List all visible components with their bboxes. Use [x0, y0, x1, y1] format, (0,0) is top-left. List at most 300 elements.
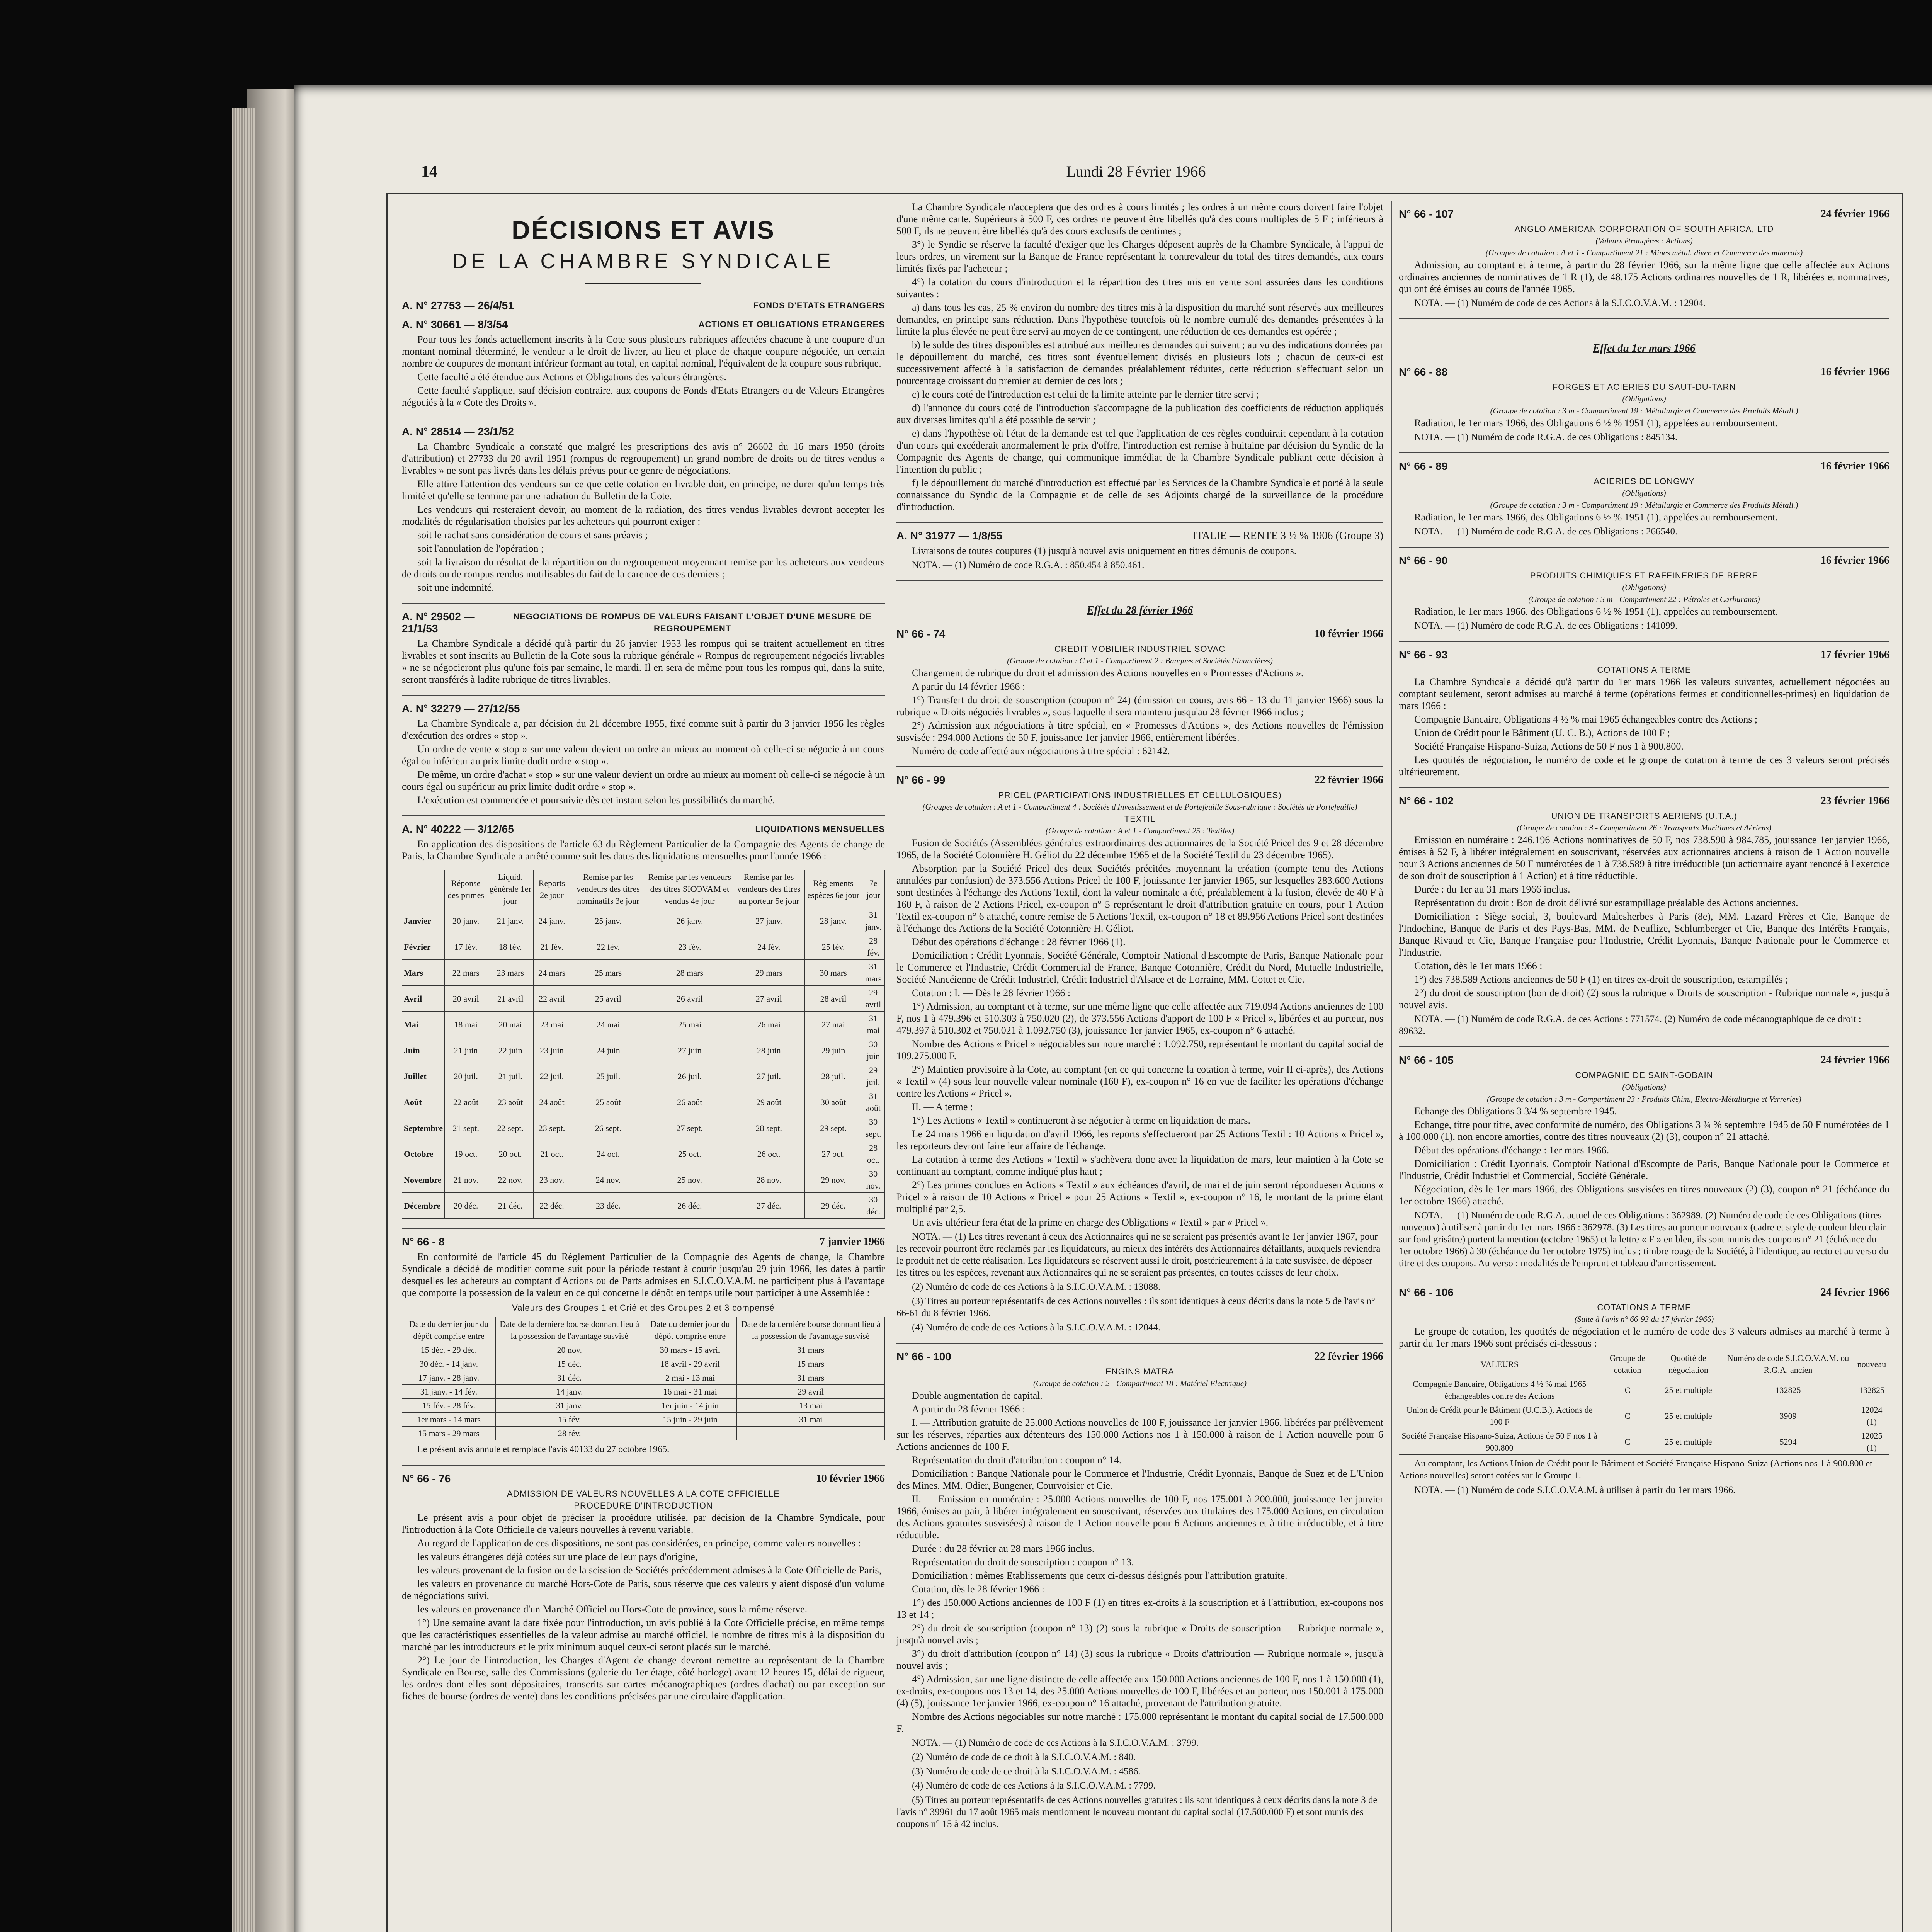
table-row: [402, 1385, 885, 1399]
table-cell: 31 août: [862, 1089, 885, 1115]
paragraph: Domiciliation : Crédit Lyonnais, Comptoir National d'Escompte de Paris, Banque Nationale pour le Commerce et l'Industrie, Crédit Industriel et Commercial, Société Générale.: [1399, 1158, 1889, 1181]
table-cell: 18 avril - 29 avril: [643, 1357, 737, 1371]
notice-title: ADMISSION DE VALEURS NOUVELLES A LA COTE OFFICIELLE: [507, 1489, 780, 1498]
table-cell: 31 mars: [862, 960, 885, 986]
notice-title: PRODUITS CHIMIQUES ET RAFFINERIES DE BERRE: [1530, 571, 1759, 580]
paragraph: Double augmentation de capital.: [912, 1390, 1043, 1401]
table-cell: 22 déc.: [534, 1193, 570, 1219]
notice-66-88: [1399, 366, 1889, 443]
table-cell: 24 nov.: [570, 1167, 646, 1193]
notice-header: [896, 774, 1383, 786]
notice-separator: [1399, 452, 1889, 453]
table-cell: 17 fév.: [445, 934, 487, 960]
table-cell: 26 août: [646, 1089, 733, 1115]
table-cell: Octobre: [402, 1141, 445, 1167]
paragraph: Durée : du 1er au 31 mars 1966 inclus.: [1414, 884, 1570, 895]
table-row: [402, 1413, 885, 1427]
notice: [402, 823, 885, 862]
notice-title: COMPAGNIE DE SAINT-GOBAIN: [1575, 1070, 1713, 1080]
notice-nota: NOTA. — (1) Numéro de code R.G.A. : 850.454 à 850.461.: [912, 560, 1145, 570]
paragraph: les valeurs provenant de la fusion ou de la scission de Sociétés précédemment admises à la Cote Officielle de Paris,: [417, 1565, 881, 1576]
notice-header: [402, 611, 885, 634]
table-cell: 30 nov.: [862, 1167, 885, 1193]
table-cell: 22 sept.: [487, 1115, 534, 1141]
table-cell: Mai: [402, 1012, 445, 1037]
table-cell: 15 déc. - 29 déc.: [402, 1343, 496, 1357]
paragraph: c) le cours coté de l'introduction est celui de la limite atteinte par le dernier titre servi ;: [912, 389, 1259, 400]
notice-ref: N° 66 - 102: [1399, 795, 1454, 807]
notice-body: [1399, 417, 1889, 429]
table-cell: 21 avril: [487, 986, 534, 1012]
notice-66-90: [1399, 554, 1889, 632]
table-cell: 25 avril: [570, 986, 646, 1012]
table-cell: 30 août: [804, 1089, 862, 1115]
paragraph: Nombre des Actions « Pricel » négociables sur notre marché : 1.092.750, représentant le montant du capital social de 109.275.000 F.: [896, 1038, 1383, 1061]
book-binding-left: [247, 89, 301, 1932]
paragraph: Durée : du 28 février au 28 mars 1966 inclus.: [912, 1543, 1095, 1554]
notice-66-8: [402, 1236, 885, 1456]
table-cell: 25 et multiple: [1655, 1403, 1722, 1429]
table-cell: 31 mars: [737, 1371, 885, 1385]
table-cell: 23 mai: [534, 1012, 570, 1037]
notice-body: [402, 1512, 885, 1702]
notice-date: 24 février 1966: [1820, 208, 1889, 220]
table-cell: 28 juil.: [804, 1063, 862, 1089]
paragraph: Livraisons de toutes coupures (1) jusqu'à nouvel avis uniquement en titres démunis de coupons.: [912, 545, 1297, 556]
notice-ref: A. N° 40222 — 3/12/65: [402, 823, 514, 835]
table-row: [402, 1427, 885, 1440]
table-cell: 20 oct.: [487, 1141, 534, 1167]
table-cell: 3909: [1722, 1403, 1854, 1429]
table-cell: 24 mai: [570, 1012, 646, 1037]
notice-body: [1399, 834, 1889, 1011]
paragraph: les valeurs en provenance d'un Marché Officiel ou Hors-Cote de province, sous la même réserve.: [417, 1604, 808, 1615]
introduction-continued: [896, 201, 1383, 513]
table-cell: 25 et multiple: [1655, 1377, 1722, 1403]
notice-header: [402, 425, 885, 437]
notice-date: 23 février 1966: [1820, 795, 1889, 807]
notice-66-105: [1399, 1054, 1889, 1269]
notice-date: 10 février 1966: [1314, 628, 1383, 640]
paragraph: a) dans tous les cas, 25 % environ du nombre des titres mis à la disposition du marché sont réservés aux meilleures demandes, en principe sans réduction. Dans l'hypothèse toutefois où le nombre cumulé des demandes présentées à la limite la plus élevée ne peut être servi au moyen de ce contingent, une réduction de ces demandes est opérée ;: [896, 302, 1383, 337]
notice-title: UNION DE TRANSPORTS AERIENS (U.T.A.): [1551, 811, 1737, 821]
notice-separator: [402, 695, 885, 696]
paragraph: Début des opérations d'échange : 1er mars 1966.: [1414, 1145, 1609, 1156]
table-cell: 30 déc. - 14 janv.: [402, 1357, 496, 1371]
notice-subtitle: (Groupe de cotation : 3 - Compartiment 26 : Transports Maritimes et Aériens): [1517, 823, 1772, 832]
table-header: Numéro de code S.I.C.O.V.A.M. ou R.G.A. ancien: [1722, 1351, 1854, 1377]
table-cell: 24 oct.: [570, 1141, 646, 1167]
notice-header: [402, 823, 885, 835]
table-cell: 23 juin: [534, 1037, 570, 1063]
table-cell: 24 mars: [534, 960, 570, 986]
table-cell: 18 mai: [445, 1012, 487, 1037]
table-header: Remise par les vendeurs des titres au porteur 5e jour: [733, 870, 804, 908]
paragraph: Echange, titre pour titre, avec conformité de numéro, des Obligations 3 ¾ % septembre 1945 de 50 F numérotées de 1 à 100.000 (1), non encore amorties, contre des titres nouveaux (2) (3), coupon n° 21 attaché.: [1399, 1119, 1889, 1142]
table-cell: 26 avril: [646, 986, 733, 1012]
notice-title: ENGINS MATRA: [1105, 1367, 1174, 1376]
notice-nota: NOTA. — (1) Numéro de code R.G.A. de ces Obligations : 266540.: [1414, 526, 1678, 537]
table-cell: 12024 (1): [1854, 1403, 1889, 1429]
notice-ref: A. N° 27753 — 26/4/51: [402, 299, 514, 311]
table-cell: 5294: [1722, 1429, 1854, 1455]
table-cell: 26 déc.: [646, 1193, 733, 1219]
table-cell: 28 sept.: [733, 1115, 804, 1141]
table-cell: 23 sept.: [534, 1115, 570, 1141]
paragraph: 1°) des 738.589 Actions anciennes de 50 F (1) en titres ex-droit de souscription, estampillés ;: [1414, 974, 1788, 985]
paragraph: A partir du 28 février 1966 :: [912, 1403, 1026, 1415]
notice-header: [1399, 366, 1889, 378]
paragraph: Société Française Hispano-Suiza, Actions de 50 F nos 1 à 900.800.: [1414, 741, 1684, 752]
notice-nota: (4) Numéro de code de ces Actions à la S.I.C.O.V.A.M. : 12044.: [912, 1322, 1161, 1333]
paragraph: Cette faculté s'applique, sauf décision contraire, aux coupons de Fonds d'Etats Etrangers ou de Valeurs Etrangères négociés à la « Cote des Droits ».: [402, 385, 885, 408]
table-cell: 31 mars: [737, 1343, 885, 1357]
table-cell: Novembre: [402, 1167, 445, 1193]
notice-separator: [896, 580, 1383, 581]
table-header: 7e jour: [862, 870, 885, 908]
paragraph: Cotation, dès le 1er mars 1966 :: [1414, 960, 1543, 971]
table-cell: Mars: [402, 960, 445, 986]
title-rule: [585, 283, 701, 284]
notice-date: 17 février 1966: [1820, 649, 1889, 661]
table-row: [402, 1012, 885, 1037]
table-header: Remise par les vendeurs des titres SICOVAM et vendus 4e jour: [646, 870, 733, 908]
notice-date: 24 février 1966: [1820, 1286, 1889, 1298]
notice-ref: N° 66 - 8: [402, 1236, 445, 1248]
table-cell: 29 août: [733, 1089, 804, 1115]
notice-subtitle-2: (Groupe de cotation : A et 1 - Compartiment 25 : Textiles): [1045, 826, 1235, 835]
table-cell: 28 oct.: [862, 1141, 885, 1167]
table-cell: 16 mai - 31 mai: [643, 1385, 737, 1399]
table-cell: 29 avril: [862, 986, 885, 1012]
notice-subtitle-2: (Groupe de cotation : 3 m - Compartiment 23 : Produits Chim., Electro-Métallurgie et Verreries): [1487, 1094, 1801, 1104]
table-cell: 12025 (1): [1854, 1429, 1889, 1455]
paragraph: Au regard de l'application de ces dispositions, ne sont pas considérées, en principe, comme valeurs nouvelles :: [417, 1537, 861, 1549]
table-cell: Décembre: [402, 1193, 445, 1219]
table-cell: Juin: [402, 1037, 445, 1063]
table-row: [402, 1167, 885, 1193]
notice-title: ACIERIES DE LONGWY: [1594, 476, 1695, 486]
notice-header: [402, 299, 885, 311]
paragraph: d) l'annonce du cours coté de l'introduction s'accompagne de la publication des coefficients de réduction appliqués aux diverses limites qu'il a été possible de servir ;: [896, 402, 1383, 425]
table-cell: 1er mars - 14 mars: [402, 1413, 496, 1427]
assemblee-table: [402, 1317, 885, 1440]
notice-nota: (3) Numéro de code de ce droit à la S.I.C.O.V.A.M. : 4586.: [912, 1766, 1141, 1777]
table-cell: 22 avril: [534, 986, 570, 1012]
table-cell: 25 nov.: [646, 1167, 733, 1193]
notice-separator: [1399, 318, 1889, 319]
notice-ref: N° 66 - 89: [1399, 460, 1448, 472]
notice-separator: [896, 522, 1383, 523]
table-cell: 25 juil.: [570, 1063, 646, 1089]
notice-body: [896, 1389, 1383, 1735]
book-page-edges: [232, 108, 255, 1932]
table-cell: 15 fév. - 28 fév.: [402, 1399, 496, 1413]
paragraph: I. — Attribution gratuite de 25.000 Actions nouvelles de 100 F, jouissance 1er janvier 1966, libérées par prélèvement sur les réserves, réparties aux détenteurs des 150.000 Actions nos 1 à 150.000 à raison de 1 Action nouvelle pour 6 Actions anciennes de 100 F.: [896, 1417, 1383, 1452]
table-row: [1399, 1403, 1889, 1429]
paragraph: La Chambre Syndicale a constaté que malgré les prescriptions des avis n° 26602 du 16 mars 1950 (droits d'attribution) et 27733 du 20 avril 1951 (rompus de regroupement) un grand nombre de droits ou de titres vendus « livrables » ne sont pas livrés dans les délais prévus pour ce genre de négociations.: [402, 441, 885, 476]
paragraph: 1°) Une semaine avant la date fixée pour l'introduction, un avis publié à la Cote Officielle précise, en même temps que les caractéristiques essentielles de la valeur admise au marché officiel, le nombre de titres mis à la disposition du marché par les introducteurs et le prix minimum auquel ceux-ci seront placés sur le marché.: [402, 1617, 885, 1652]
table-cell: [737, 1427, 885, 1440]
table-cell: Compagnie Bancaire, Obligations 4 ½ % mai 1965 échangeables contre des Actions: [1399, 1377, 1600, 1403]
notice-body: [1399, 259, 1889, 295]
table-cell: 26 juil.: [646, 1063, 733, 1089]
column-1: [402, 201, 885, 1932]
newspaper-page: [294, 85, 1932, 1932]
paragraph: II. — A terme :: [912, 1101, 973, 1112]
notice-subtitle: (Valeurs étrangères : Actions): [1595, 236, 1693, 245]
table-row: [402, 1063, 885, 1089]
table-cell: 25 mai: [646, 1012, 733, 1037]
notice-nota: NOTA. — (1) Numéro de code de ces Actions à la S.I.C.O.V.A.M. : 12904.: [1414, 298, 1706, 308]
table-cell: 31 mai: [862, 1012, 885, 1037]
notice-header: [1399, 1054, 1889, 1066]
notice-subtitle: (Obligations): [1622, 488, 1666, 498]
table-cell: 27 avril: [733, 986, 804, 1012]
table-cell: 21 oct.: [534, 1141, 570, 1167]
notice-body: [896, 837, 1383, 1228]
table-cell: 22 mars: [445, 960, 487, 986]
notice-separator: [1399, 641, 1889, 642]
notice-nota: NOTA. — (1) Numéro de code de ces Actions à la S.I.C.O.V.A.M. : 3799.: [912, 1738, 1199, 1748]
table-cell: 28 fév.: [495, 1427, 643, 1440]
notice-title: COTATIONS A TERME: [1597, 665, 1691, 675]
table-cell: 20 déc.: [445, 1193, 487, 1219]
notice-subtitle: (Obligations): [1622, 583, 1666, 592]
notice-body: [1399, 1105, 1889, 1207]
paragraph: L'exécution est commencée et poursuivie dès cet instant selon les possibilités du marché.: [417, 794, 775, 806]
notice-title-2: TEXTIL: [1124, 814, 1156, 824]
effet-heading: Effet du 1er mars 1966: [1593, 342, 1696, 354]
notice-ref: A. N° 32279 — 27/12/55: [402, 702, 520, 714]
table-row: [402, 986, 885, 1012]
table-cell: 20 juil.: [445, 1063, 487, 1089]
table-cell: C: [1600, 1403, 1655, 1429]
table-cell: 29 déc.: [804, 1193, 862, 1219]
table-header: Date de la dernière bourse donnant lieu à la possession de l'avantage susvisé: [495, 1317, 643, 1343]
table-cell: 30 sept.: [862, 1115, 885, 1141]
table-cell: 22 nov.: [487, 1167, 534, 1193]
table-cell: 28 juin: [733, 1037, 804, 1063]
paragraph: Fusion de Sociétés (Assemblées générales extraordinaires des actionnaires de la Société Pricel des 9 et 28 décembre 1965, de la Société Cotonnière H. Géliot du 22 décembre 1965 et de la Société Textil du 23 décembre 1965).: [896, 837, 1383, 861]
notice-subtitle: (Suite à l'avis n° 66-93 du 17 février 1966): [1574, 1315, 1714, 1324]
notice-header: [1399, 649, 1889, 661]
paragraph: Un ordre de vente « stop » sur une valeur devient un ordre au mieux au moment où celle-ci se négocie à un cours égal ou inférieur au prix limite dudit ordre « stop ».: [402, 743, 885, 767]
table-cell: 1er juin - 14 juin: [643, 1399, 737, 1413]
table-cell: 27 mai: [804, 1012, 862, 1037]
paragraph: 4°) Admission, sur une ligne distincte de celle affectée aux 150.000 Actions anciennes de 100 F, nos 1 à 150.000 (1), ex-droits, ex-coupons nos 13 et 14, des 25.000 Actions nouvelles de 100 F, libérées et au porteur, nos 150.001 à 175.000 (4) (5), jouissance 1er janvier 1966, ex-coupon n° 16 attaché, provenant de l'attribution gratuite.: [896, 1673, 1383, 1709]
paragraph: La Chambre Syndicale n'acceptera que des ordres à cours limités ; les ordres à un même cours doivent faire l'objet d'une même carte. Supérieurs à 500 F, ces ordres ne peuvent être libellés qu'à des cours multiples de 5 F ; inférieurs à 500 F, ils ne peuvent être libellés qu'à des cours exclusifs de centimes ;: [896, 201, 1383, 236]
table-cell: 18 fév.: [487, 934, 534, 960]
paragraph: Les quotités de négociation, le numéro de code et le groupe de cotation à terme de ces 3 valeurs seront précisés ultérieurement.: [1399, 754, 1889, 777]
table-cell: 21 fév.: [534, 934, 570, 960]
paragraph: Domiciliation : mêmes Etablissements que ceux ci-dessus désignés pour l'attribution gratuite.: [912, 1570, 1287, 1581]
table-cell: 15 juin - 29 juin: [643, 1413, 737, 1427]
notice-separator: [896, 766, 1383, 767]
notice-separator: [402, 1228, 885, 1229]
paragraph: Absorption par la Société Pricel des deux Sociétés précitées moyennant la création (compte tenu des Actions annulées par confusion) de 373.556 Actions Pricel de 100 F, jouissance 1er janvier 1965, sur lesquelles 283.600 Actions sont destinées à l'échange des Actions Textil, dont la valeur nominale a été, préalablement à la fusion, élevée de 40 F à 160 F, à raison de 2 Actions Pricel, ex-coupon n° 5 représentant le droit d'attribution gratuite en cours, pour 1 Action Textil ex-coupon n° 6 attaché, contre remise de 5 Actions Textil, ex-coupon n° 18 et 89.956 Actions Pricel sont destinées à l'échange des Actions de la Société Cotonnière H. Géliot.: [896, 863, 1383, 934]
paragraph: b) le solde des titres disponibles est attribué aux meilleures demandes qui suivent ; au vu des indications données par le dépouillement du marché, ces titres sont éventuellement divisés en plusieurs lots ; chacun de ceux-ci est successivement affecté à la satisfaction de demandes préalablement réduites, cette réduction s'effectuant selon un pourcentage croissant du premier au dernier de ces lots ;: [896, 339, 1383, 386]
liquidations-table: [402, 870, 885, 1219]
notice-date: 22 février 1966: [1314, 1350, 1383, 1362]
page-number: 14: [421, 163, 437, 180]
paragraph: 1°) Transfert du droit de souscription (coupon n° 24) (émission en cours, avis 66 - 13 du 11 janvier 1966) sous la rubrique « Droits négociés livrables », sous laquelle il sera maintenu jusqu'au 28 février 1966 inclus ;: [896, 694, 1383, 718]
paragraph: Domiciliation : Crédit Lyonnais, Société Générale, Comptoir National d'Escompte de Paris, Banque Nationale pour le Commerce et l'Industrie, Crédit Commercial de France, Banque Cotonnière, Crédit du Nord, Mutuelle Industrielle, Société Nancéienne de Crédit Industriel, Crédit Industriel d'Alsace et de Lorraine, MM. Cottet et Cie.: [896, 950, 1383, 985]
table-row: [402, 1115, 885, 1141]
notice-body: [402, 838, 885, 862]
paragraph: Un avis ultérieur fera état de la prime en charge des Obligations « Textil » par « Pricel ».: [912, 1217, 1269, 1228]
table-cell: C: [1600, 1429, 1655, 1455]
notice-date: 16 février 1966: [1820, 460, 1889, 472]
notice-subtitle: ACTIONS ET OBLIGATIONS ETRANGERES: [698, 320, 885, 329]
notice-date: 16 février 1966: [1820, 366, 1889, 378]
notice-66-99: [896, 774, 1383, 1333]
notice-nota: NOTA. — (1) Numéro de code R.G.A. de ces Obligations : 141099.: [1414, 621, 1678, 631]
notice-separator: [402, 603, 885, 604]
notice-title: ANGLO AMERICAN CORPORATION OF SOUTH AFRICA, LTD: [1514, 224, 1774, 234]
notice-title: FORGES ET ACIERIES DU SAUT-DU-TARN: [1552, 382, 1736, 392]
table-cell: 22 août: [445, 1089, 487, 1115]
table-cell: 30 déc.: [862, 1193, 885, 1219]
paragraph: Domiciliation : Siège social, 3, boulevard Malesherbes à Paris (8e), MM. Lazard Frères et Cie, Banque de l'Indochine, Banque de Paris et des Pays-Bas, MM. de Neuflize, Schlumberger et Cie, Banque des Intérêts Français, Banque Rivaud et Cie, Banque Française pour l'Industrie, Crédit Lyonnais, Banque Nationale pour le Commerce et l'Industrie.: [1399, 911, 1889, 958]
paragraph: les valeurs en provenance du marché Hors-Cote de Paris, sous réserve que ces valeurs y aient disposé d'un volume de négociations suivi,: [402, 1578, 885, 1601]
table-cell: 14 janv.: [495, 1385, 643, 1399]
table-cell: 20 nov.: [495, 1343, 643, 1357]
table-cell: Janvier: [402, 908, 445, 934]
paragraph: soit la livraison du résultat de la répartition ou du regroupement moyennant remise par les acheteurs aux vendeurs de droits ou de rompus rendus inutilisables du fait de la carence de ces derniers ;: [402, 556, 885, 580]
notice-header: [1399, 208, 1889, 220]
table-cell: 27 sept.: [646, 1115, 733, 1141]
paragraph: soit l'annulation de l'opération ;: [417, 543, 544, 554]
paragraph: Union de Crédit pour le Bâtiment (U. C. B.), Actions de 100 F ;: [1414, 727, 1670, 738]
table-cell: 28 avril: [804, 986, 862, 1012]
table-header: Réponse des primes: [445, 870, 487, 908]
paragraph: les valeurs étrangères déjà cotées sur une place de leur pays d'origine,: [417, 1551, 698, 1562]
notice-nota: NOTA. — (1) Numéro de code S.I.C.O.V.A.M. à utiliser à partir du 1er mars 1966.: [1414, 1485, 1736, 1495]
table-header: Liquid. générale 1er jour: [487, 870, 534, 908]
table-cell: Février: [402, 934, 445, 960]
paragraph: f) le dépouillement du marché d'introduction est effectué par les Services de la Chambre Syndicale et porté à la seule connaissance du Syndic de la Compagnie et de celle de ses Adjoints chargé de la surveillance de la procédure d'introduction.: [896, 477, 1383, 512]
main-title: DÉCISIONS ET AVIS: [512, 216, 775, 244]
table-cell: 20 avril: [445, 986, 487, 1012]
paragraph: 2°) Les primes conclues en Actions « Textil » aux échéances d'avril, de mai et de juin seront réponduesen Actions « Pricel » à raison de 10 Actions « Pricel » pour 25 Actions « Textil », ex-coupon n° 16, le montant de la prime étant multiplié par 2,5.: [896, 1179, 1383, 1214]
notice-subtitle-2: (Groupes de cotation : A et 1 - Compartiment 21 : Mines métal. diver. et Commerce des minerais): [1485, 248, 1803, 257]
table-cell: 26 oct.: [733, 1141, 804, 1167]
table-row: [402, 908, 885, 934]
table-cell: 24 juin: [570, 1037, 646, 1063]
notice-body: [1399, 511, 1889, 523]
paragraph: 1°) Les Actions « Textil » continueront à se négocier à terme en liquidation de mars.: [912, 1115, 1250, 1126]
table-cell: 23 déc.: [570, 1193, 646, 1219]
paragraph: Echange des Obligations 3 3/4 % septembre 1945.: [1414, 1105, 1617, 1117]
notice-subtitle: (Groupes de cotation : A et 1 - Compartiment 4 : Sociétés d'Investissement et de Portefeuille Sous-rubrique : Sociétés de Portefeuille): [922, 802, 1357, 811]
table-cell: Septembre: [402, 1115, 445, 1141]
notice: [402, 425, 885, 594]
column-2: [896, 201, 1383, 1932]
notice-nota: NOTA. — (1) Numéro de code R.G.A. de ces Actions : 771574. (2) Numéro de code mécanographique de ce droit : 89632.: [1399, 1014, 1861, 1036]
table-cell: 21 juil.: [487, 1063, 534, 1089]
notice-66-93: [1399, 649, 1889, 778]
paragraph: Radiation, le 1er mars 1966, des Obligations 6 ½ % 1951 (1), appelées au remboursement.: [1414, 512, 1778, 523]
notice-body: [402, 1251, 885, 1299]
paragraph: Elle attire l'attention des vendeurs sur ce que cette cotation en livrable doit, en principe, ne durer qu'un temps très limité et qu'elle se termine par une radiation du Bulletin de la Cote.: [402, 478, 885, 502]
table-cell: 30 mars: [804, 960, 862, 986]
table-header: Remise par les vendeurs des titres nominatifs 3e jour: [570, 870, 646, 908]
table-cell: 27 juil.: [733, 1063, 804, 1089]
notice-title: CREDIT MOBILIER INDUSTRIEL SOVAC: [1054, 644, 1226, 654]
table-cell: 23 août: [487, 1089, 534, 1115]
table-cell: 15 mars - 29 mars: [402, 1427, 496, 1440]
paragraph: Pour tous les fonds actuellement inscrits à la Cote sous plusieurs rubriques affectées chacune à une coupure d'un montant nominal déterminé, le vendeur a le droit de livrer, au lieu et place de chaque coupure négociée, un certain nombre de coupures de montant inférieur formant au total, en capital nominal, l'équivalent de la coupure sous rubrique.: [402, 334, 885, 369]
paragraph: Domiciliation : Banque Nationale pour le Commerce et l'Industrie, Crédit Lyonnais, Banque de Suez et de L'Union des Mines, MM. Odier, Bungener, Courvoisier et Cie.: [896, 1468, 1383, 1491]
table-row: [402, 1357, 885, 1371]
table-cell: 25 fév.: [804, 934, 862, 960]
notice-body: [402, 638, 885, 685]
notice-nota: NOTA. — (1) Numéro de code R.G.A. de ces Obligations : 845134.: [1414, 432, 1678, 442]
notice-header: [896, 1350, 1383, 1362]
notice-separator: [1399, 787, 1889, 788]
table-cell: 27 déc.: [733, 1193, 804, 1219]
table-row: [402, 1037, 885, 1063]
notice-title: NEGOCIATIONS DE ROMPUS DE VALEURS FAISANT L'OBJET D'UNE MESURE DE REGROUPEMENT: [513, 612, 872, 633]
table-header: Date de la dernière bourse donnant lieu à la possession de l'avantage susvisé: [737, 1317, 885, 1343]
notice-body: [1399, 605, 1889, 617]
paragraph: Cotation, dès le 28 février 1966 :: [912, 1583, 1044, 1595]
notice-date: 7 janvier 1966: [819, 1236, 885, 1248]
table-cell: 19 oct.: [445, 1141, 487, 1167]
table-cell: 31 mai: [737, 1413, 885, 1427]
table-cell: 15 fév.: [495, 1413, 643, 1427]
table-cell: 22 juil.: [534, 1063, 570, 1089]
notice-ref: N° 66 - 100: [896, 1350, 951, 1362]
table-header: nouveau: [1854, 1351, 1889, 1377]
table-cell: 24 août: [534, 1089, 570, 1115]
notice-ref-2: A. N° 30661 — 8/3/54: [402, 318, 508, 330]
paragraph: La Chambre Syndicale a décidé qu'à partir du 26 janvier 1953 les rompus qui se traitent actuellement en titres livrables et sont inscrits au Bulletin de la Cote sous la rubrique générale « Rompus de regroupement négociés livrables » ne se négocieront plus qu'une fois par semaine, le mardi. Il en sera de même pour tous les rompus qui, dans la suite, seront transférés à ladite rubrique de titres livrables.: [402, 638, 885, 685]
table-cell: 25 août: [570, 1089, 646, 1115]
column-divider: [1391, 201, 1392, 1932]
notice-ref: N° 66 - 74: [896, 628, 946, 640]
cotations-table: [1399, 1351, 1889, 1455]
table-cell: 132825: [1722, 1377, 1854, 1403]
paragraph: Représentation du droit : Bon de droit délivré sur estampillage préalable des Actions anciennes.: [1414, 897, 1798, 908]
table-cell: 29 nov.: [804, 1167, 862, 1193]
paragraph: Le 24 mars 1966 en liquidation d'avril 1966, les reports s'effectueront par 25 Actions Textil : 10 Actions « Pricel », les reporteurs devront faire leur affaire de l'échange.: [896, 1128, 1383, 1151]
table-cell: [643, 1427, 737, 1440]
table-cell: 20 janv.: [445, 908, 487, 934]
table-cell: 30 juin: [862, 1037, 885, 1063]
table-cell: 27 janv.: [733, 908, 804, 934]
notice-body: [402, 718, 885, 806]
notice-date: 24 février 1966: [1820, 1054, 1889, 1066]
table-cell: Juillet: [402, 1063, 445, 1089]
table-cell: 29 mars: [733, 960, 804, 986]
table-cell: 30 mars - 15 avril: [643, 1343, 737, 1357]
notice-body: [402, 333, 885, 408]
table-cell: 26 mai: [733, 1012, 804, 1037]
notice-body: [896, 667, 1383, 757]
notice-ref: A. N° 28514 — 23/1/52: [402, 425, 514, 437]
table-row: [402, 960, 885, 986]
paragraph: A partir du 14 février 1966 :: [912, 681, 1026, 692]
notice-body: [1399, 1325, 1889, 1349]
notice-title: COTATIONS A TERME: [1597, 1303, 1691, 1312]
table-cell: 21 nov.: [445, 1167, 487, 1193]
notice-66-107: [1399, 208, 1889, 309]
paragraph: Cotation : I. — Dès le 28 février 1966 :: [912, 987, 1071, 998]
table-row: [402, 1399, 885, 1413]
table-header: Date du dernier jour du dépôt comprise entre: [643, 1317, 737, 1343]
